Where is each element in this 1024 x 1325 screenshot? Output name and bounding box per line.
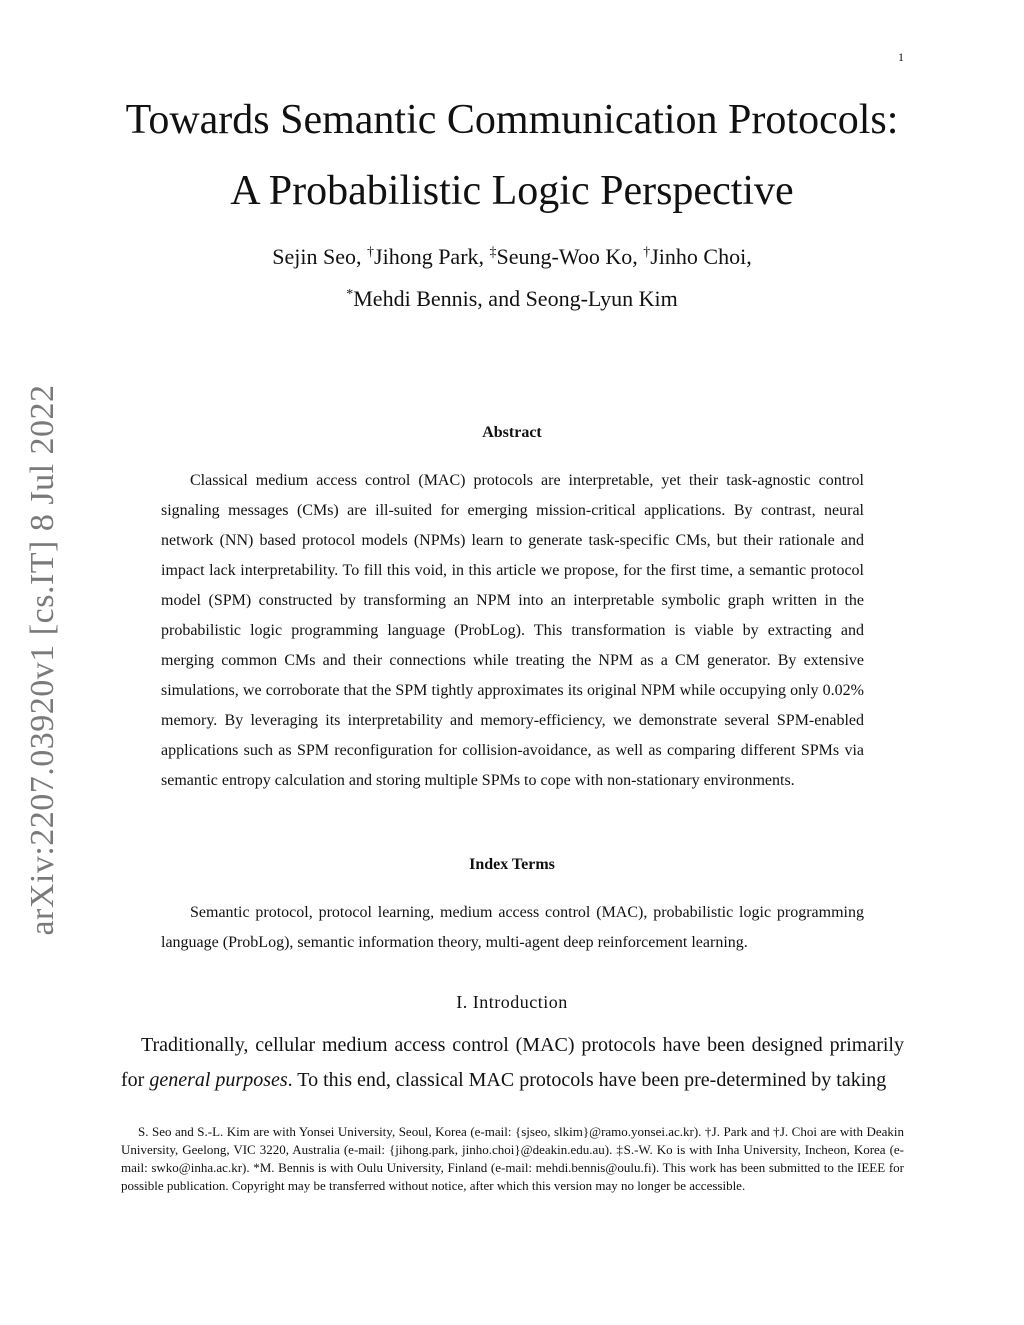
author-name: Jinho Choi,: [650, 244, 752, 269]
introduction-text-part-2: . To this end, classical MAC protocols have been pre-determined by taking: [287, 1069, 887, 1091]
author-name: Sejin Seo,: [272, 244, 368, 269]
abstract-text: Classical medium access control (MAC) protocols are interpretable, yet their task-agnostic control signaling messages (CMs) are ill-suited for emerging mission-critical applications. By contrast, neural network (NN) based protocol models (NPMs) learn to generate task-specific CMs, but their rationale and impact lack interpretability. To fill this void, in this article we propose, for the first time, a semantic protocol model (SPM) constructed by transforming an NPM into an interpretable symbolic graph written in the probabilistic logic programming language (ProbLog). This transformation is viable by extracting and merging common CMs and their connections while treating the NPM as a CM generator. By extensive simulations, we corroborate that the SPM tightly approximates its original NPM while occupying only 0.02% memory. By leveraging its interpretability and memory-efficiency, we demonstrate several SPM-enabled applications such as SPM reconfiguration for collision-avoidance, as well as comparing different SPMs via semantic entropy calculation and storing multiple SPMs to cope with non-stationary environments.: [161, 472, 864, 789]
arxiv-identifier-stamp: arXiv:2207.03920v1 [cs.IT] 8 Jul 2022: [24, 384, 61, 936]
affiliation-mark: †: [643, 245, 651, 260]
author-name: Mehdi Bennis, and Seong-Lyun Kim: [353, 286, 678, 311]
author-list-line-2: [0, 288, 1024, 310]
paper-title-line-1: Towards Semantic Communication Protocols:: [125, 97, 899, 143]
introduction-emphasis: general purposes: [149, 1069, 288, 1091]
affiliation-footnote: S. Seo and S.-L. Kim are with Yonsei University, Seoul, Korea (e-mail: {sjseo, slkim}@ramo.yonsei.ac.kr). †J. Park and †J. Choi are with Deakin University, Geelong, VIC 3220, Australia (e-mail: {jihong.park, jinho.choi}@deakin.edu.au). ‡S.-W. Ko is with Inha University, Incheon, Korea (e-mail: swko@inha.ac.kr). *M. Bennis is with Oulu University, Finland (e-mail: mehdi.bennis@oulu.fi). This work has been submitted to the IEEE for possible publication. Copyright may be transferred without notice, after which this version may no longer be accessible.: [121, 1124, 904, 1193]
introduction-text: [121, 1028, 904, 1098]
abstract-heading: Abstract: [482, 424, 542, 441]
author-name: Jihong Park,: [374, 244, 490, 269]
author-name: Seung-Woo Ko,: [496, 244, 644, 269]
affiliation-mark: †: [367, 245, 375, 260]
page-number: 1: [898, 50, 904, 64]
introduction-heading: I. Introduction: [456, 992, 568, 1012]
index-terms-heading: Index Terms: [469, 856, 555, 873]
index-terms-text: Semantic protocol, protocol learning, medium access control (MAC), probabilistic logic programming language (ProbLog), semantic information theory, multi-agent deep reinforcement learning.: [161, 904, 864, 951]
affiliation-mark: *: [346, 287, 354, 302]
affiliation-mark: ‡: [489, 245, 497, 260]
introduction-text-part-1: Traditionally, cellular medium access control (MAC) protocols have been designed primarily for: [121, 1034, 904, 1091]
author-list-line-1: [0, 246, 1024, 268]
paper-title-line-2: A Probabilistic Logic Perspective: [230, 168, 794, 214]
